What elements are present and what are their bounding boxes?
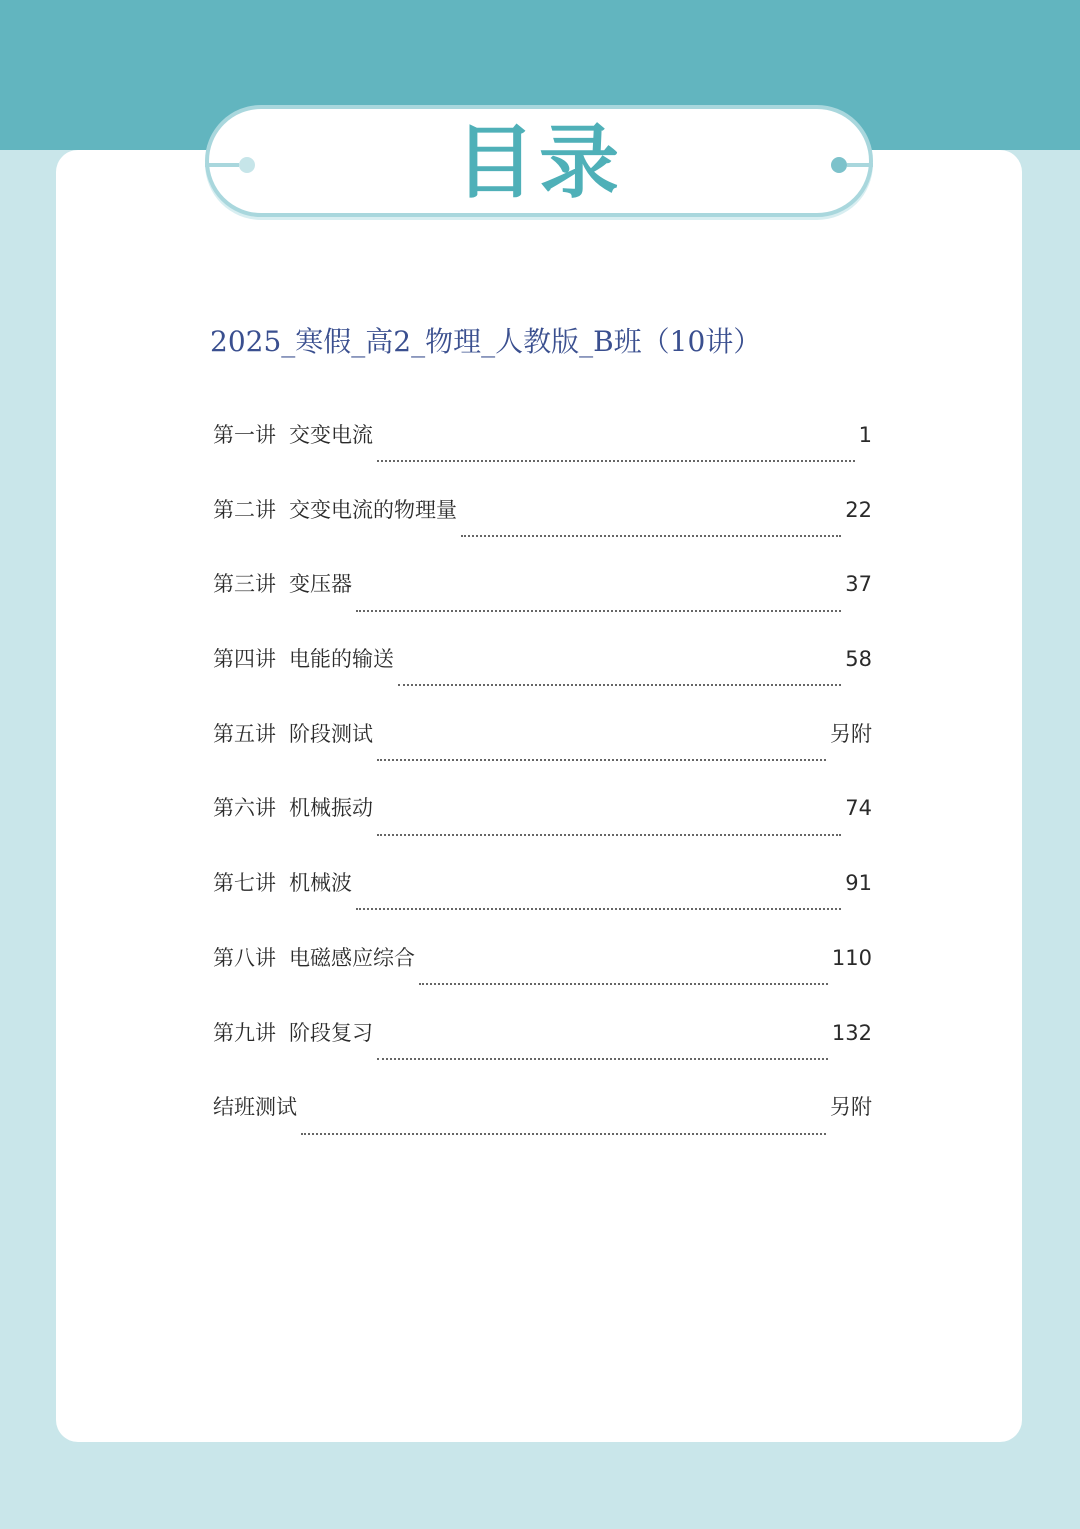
toc-entry[interactable] bbox=[213, 714, 872, 789]
toc-entry-lecture: 第三讲 bbox=[213, 572, 276, 597]
toc-list bbox=[213, 415, 872, 1162]
toc-entry[interactable] bbox=[213, 938, 872, 1013]
toc-entry-topic: 机械波 bbox=[289, 871, 352, 896]
toc-entry-dot-leader bbox=[398, 678, 841, 686]
toc-entry-topic: 变压器 bbox=[289, 572, 352, 597]
toc-entry-dot-leader bbox=[419, 977, 828, 985]
toc-entry-topic: 电磁感应综合 bbox=[289, 945, 415, 970]
toc-entry-page-number: 1 bbox=[858, 423, 872, 447]
toc-entry[interactable] bbox=[213, 490, 872, 565]
toc-entry-dot-leader bbox=[301, 1127, 826, 1135]
toc-entry-lecture: 第四讲 bbox=[213, 647, 276, 672]
toc-entry-dot-leader bbox=[356, 902, 841, 910]
toc-entry-topic: 结班测试 bbox=[213, 1095, 297, 1120]
toc-entry-page-number: 另附 bbox=[830, 721, 872, 746]
toc-entry-topic: 交变电流的物理量 bbox=[289, 497, 457, 522]
toc-entry-lecture: 第九讲 bbox=[213, 1020, 276, 1045]
toc-entry-topic: 交变电流 bbox=[289, 423, 373, 447]
toc-entry-topic: 阶段测试 bbox=[289, 721, 373, 746]
toc-entry-dot-leader bbox=[377, 1052, 828, 1060]
toc-heading-banner bbox=[205, 105, 873, 217]
toc-entry-page-number: 37 bbox=[845, 572, 872, 597]
toc-entry-dot-leader bbox=[377, 828, 841, 836]
toc-entry[interactable] bbox=[213, 564, 872, 639]
toc-entry-page-number: 91 bbox=[845, 871, 872, 896]
toc-entry-topic: 阶段复习 bbox=[289, 1020, 373, 1045]
toc-entry[interactable] bbox=[213, 788, 872, 863]
toc-entry-lecture: 第七讲 bbox=[213, 871, 276, 896]
toc-entry-topic: 机械振动 bbox=[289, 796, 373, 821]
toc-entry-page-number: 132 bbox=[831, 1020, 872, 1045]
toc-entry-dot-leader bbox=[377, 753, 826, 761]
banner-line-right bbox=[847, 163, 873, 167]
toc-entry-lecture: 第八讲 bbox=[213, 945, 276, 970]
toc-heading: 目录 bbox=[455, 116, 623, 209]
toc-entry[interactable] bbox=[213, 415, 872, 490]
toc-entry-lecture: 第二讲 bbox=[213, 497, 276, 522]
banner-dot-right bbox=[831, 157, 847, 173]
book-title: 2025_寒假_高2_物理_人教版_B班（10讲） bbox=[210, 325, 762, 358]
toc-entry-page-number: 110 bbox=[831, 945, 872, 970]
toc-entry-lecture: 第六讲 bbox=[213, 796, 276, 821]
toc-entry-page-number: 另附 bbox=[830, 1095, 872, 1120]
toc-entry-page-number: 74 bbox=[845, 796, 872, 821]
toc-entry-lecture: 第一讲 bbox=[213, 423, 276, 447]
toc-entry-page-number: 58 bbox=[845, 647, 872, 672]
toc-entry-topic: 电能的输送 bbox=[289, 647, 394, 672]
toc-entry-dot-leader bbox=[377, 454, 855, 462]
toc-entry-lecture: 第五讲 bbox=[213, 721, 276, 746]
toc-entry[interactable] bbox=[213, 863, 872, 938]
toc-entry[interactable] bbox=[213, 639, 872, 714]
toc-entry-dot-leader bbox=[356, 604, 841, 612]
toc-entry-dot-leader bbox=[461, 529, 841, 537]
toc-entry[interactable] bbox=[213, 1013, 872, 1088]
toc-entry-page-number: 22 bbox=[845, 497, 872, 522]
toc-entry[interactable] bbox=[213, 1087, 872, 1162]
